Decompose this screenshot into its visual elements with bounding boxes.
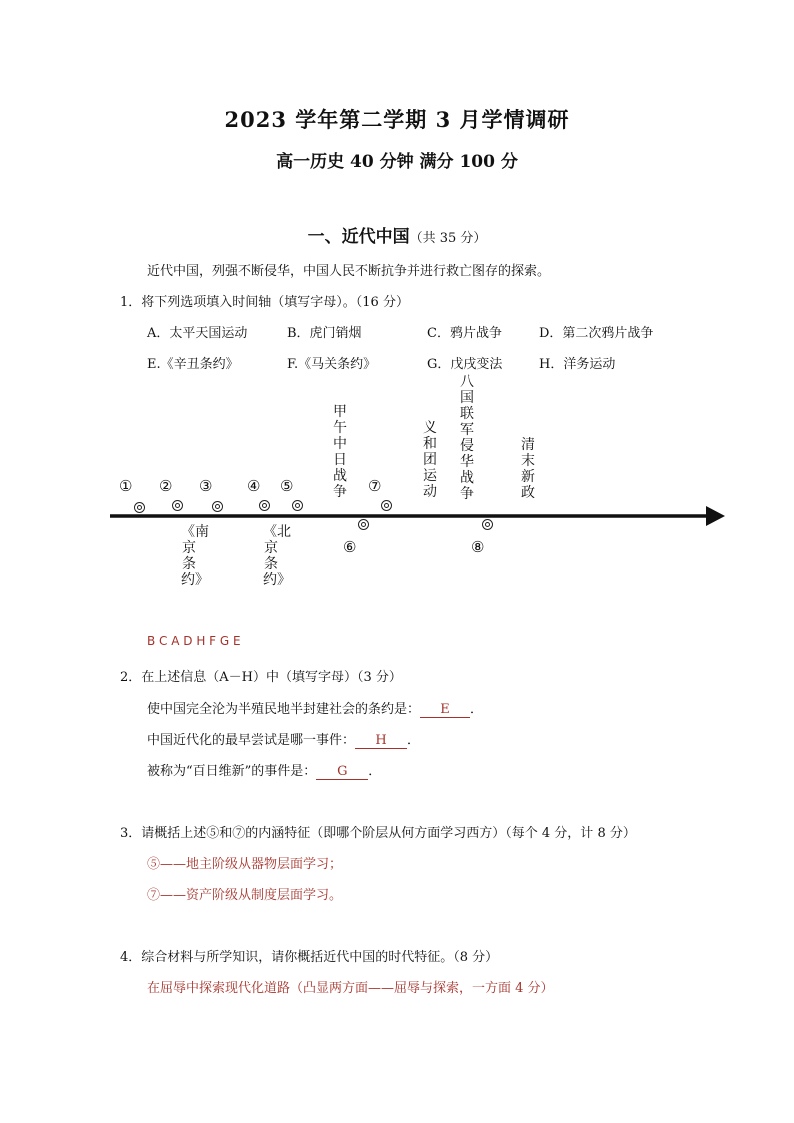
- q4-answer: 在屈辱中探索现代化道路（凸显两方面——屈辱与探索，一方面 4 分）: [147, 981, 554, 996]
- q1-answer: B C A D H F G E: [147, 634, 241, 648]
- timeline-slot-4: ④: [247, 477, 261, 495]
- timeline-slot-7: ⑦: [368, 477, 382, 495]
- timeline-event-qingmo: 清末新政: [521, 437, 535, 501]
- q1-prompt: 1．将下列选项填入时间轴（填写字母）。（16 分）: [120, 295, 409, 310]
- q2-item-text: 被称为“百日维新”的事件是：: [147, 764, 317, 779]
- section-points: （共 35 分）: [409, 231, 487, 246]
- timeline-marker: [212, 501, 223, 512]
- q2-item-end: ．: [470, 702, 484, 717]
- timeline-slot-2: ②: [159, 477, 173, 495]
- timeline-slot-5: ⑤: [280, 477, 294, 495]
- timeline-event-jiawu: 甲午中日战争: [333, 404, 347, 500]
- q3-answer-5: ⑤——地主阶级从器物层面学习；: [147, 857, 343, 872]
- q2-answer-blank: H: [355, 734, 407, 749]
- q1-option-g: G．戊戌变法: [427, 357, 503, 372]
- timeline-slot-3: ③: [199, 477, 213, 495]
- timeline-marker: [292, 500, 303, 511]
- q2-item-text: 使中国完全沦为半殖民地半封建社会的条约是：: [147, 702, 421, 717]
- timeline-marker: [172, 500, 183, 511]
- timeline-event-yihetuan: 义和团运动: [423, 420, 437, 500]
- q2-item-text: 中国近代化的最早尝试是哪一事件：: [147, 733, 356, 748]
- timeline-marker: [259, 500, 270, 511]
- timeline-event-baguo: 八国联军侵华战争: [460, 374, 474, 502]
- timeline-slot-8: ⑧: [471, 538, 485, 556]
- q1-option-c: C．鸦片战争: [427, 326, 502, 341]
- q3-prompt: 3．请概括上述⑤和⑦的内涵特征（即哪个阶层从何方面学习西方）（每个 4 分，计 8 分）: [120, 826, 636, 841]
- q2-item: [147, 698, 483, 718]
- q3-answer-7: ⑦——资产阶级从制度层面学习。: [147, 888, 343, 903]
- q2-item: [147, 760, 381, 780]
- timeline-marker: [381, 500, 392, 511]
- timeline-event-nanjing: 《南京条约》: [181, 524, 209, 588]
- q2-item-end: ．: [407, 733, 421, 748]
- q2-item-end: ．: [368, 764, 382, 779]
- page-subtitle: 高一历史 40 分钟 满分 100 分: [276, 152, 518, 172]
- q1-option-e: E.《辛丑条约》: [147, 357, 239, 372]
- section-title: 一、近代中国: [307, 227, 410, 247]
- q2-prompt: 2．在上述信息（A－H）中（填写字母）（3 分）: [120, 670, 402, 685]
- section-intro: 近代中国，列强不断侵华，中国人民不断抗争并进行救亡图存的探索。: [147, 264, 551, 279]
- q1-option-h: H．洋务运动: [539, 357, 616, 372]
- q1-option-a: A．太平天国运动: [147, 326, 248, 341]
- q1-option-f: F.《马关条约》: [287, 357, 377, 372]
- q4-prompt: 4．综合材料与所学知识，请你概括近代中国的时代特征。（8 分）: [120, 950, 499, 965]
- page-title: 2023 学年第二学期 3 月学情调研: [224, 107, 570, 132]
- q2-item: [147, 729, 420, 749]
- timeline-event-beijing: 《北京条约》: [263, 524, 291, 588]
- q1-option-b: B．虎门销烟: [287, 326, 362, 341]
- timeline-marker: [358, 519, 369, 530]
- timeline-slot-1: ①: [119, 477, 133, 495]
- q1-option-d: D．第二次鸦片战争: [539, 326, 654, 341]
- timeline-slot-6: ⑥: [343, 538, 357, 556]
- timeline-marker: [134, 502, 145, 513]
- q2-answer-blank: E: [420, 703, 470, 718]
- timeline-marker: [482, 519, 493, 530]
- q2-answer-blank: G: [316, 765, 368, 780]
